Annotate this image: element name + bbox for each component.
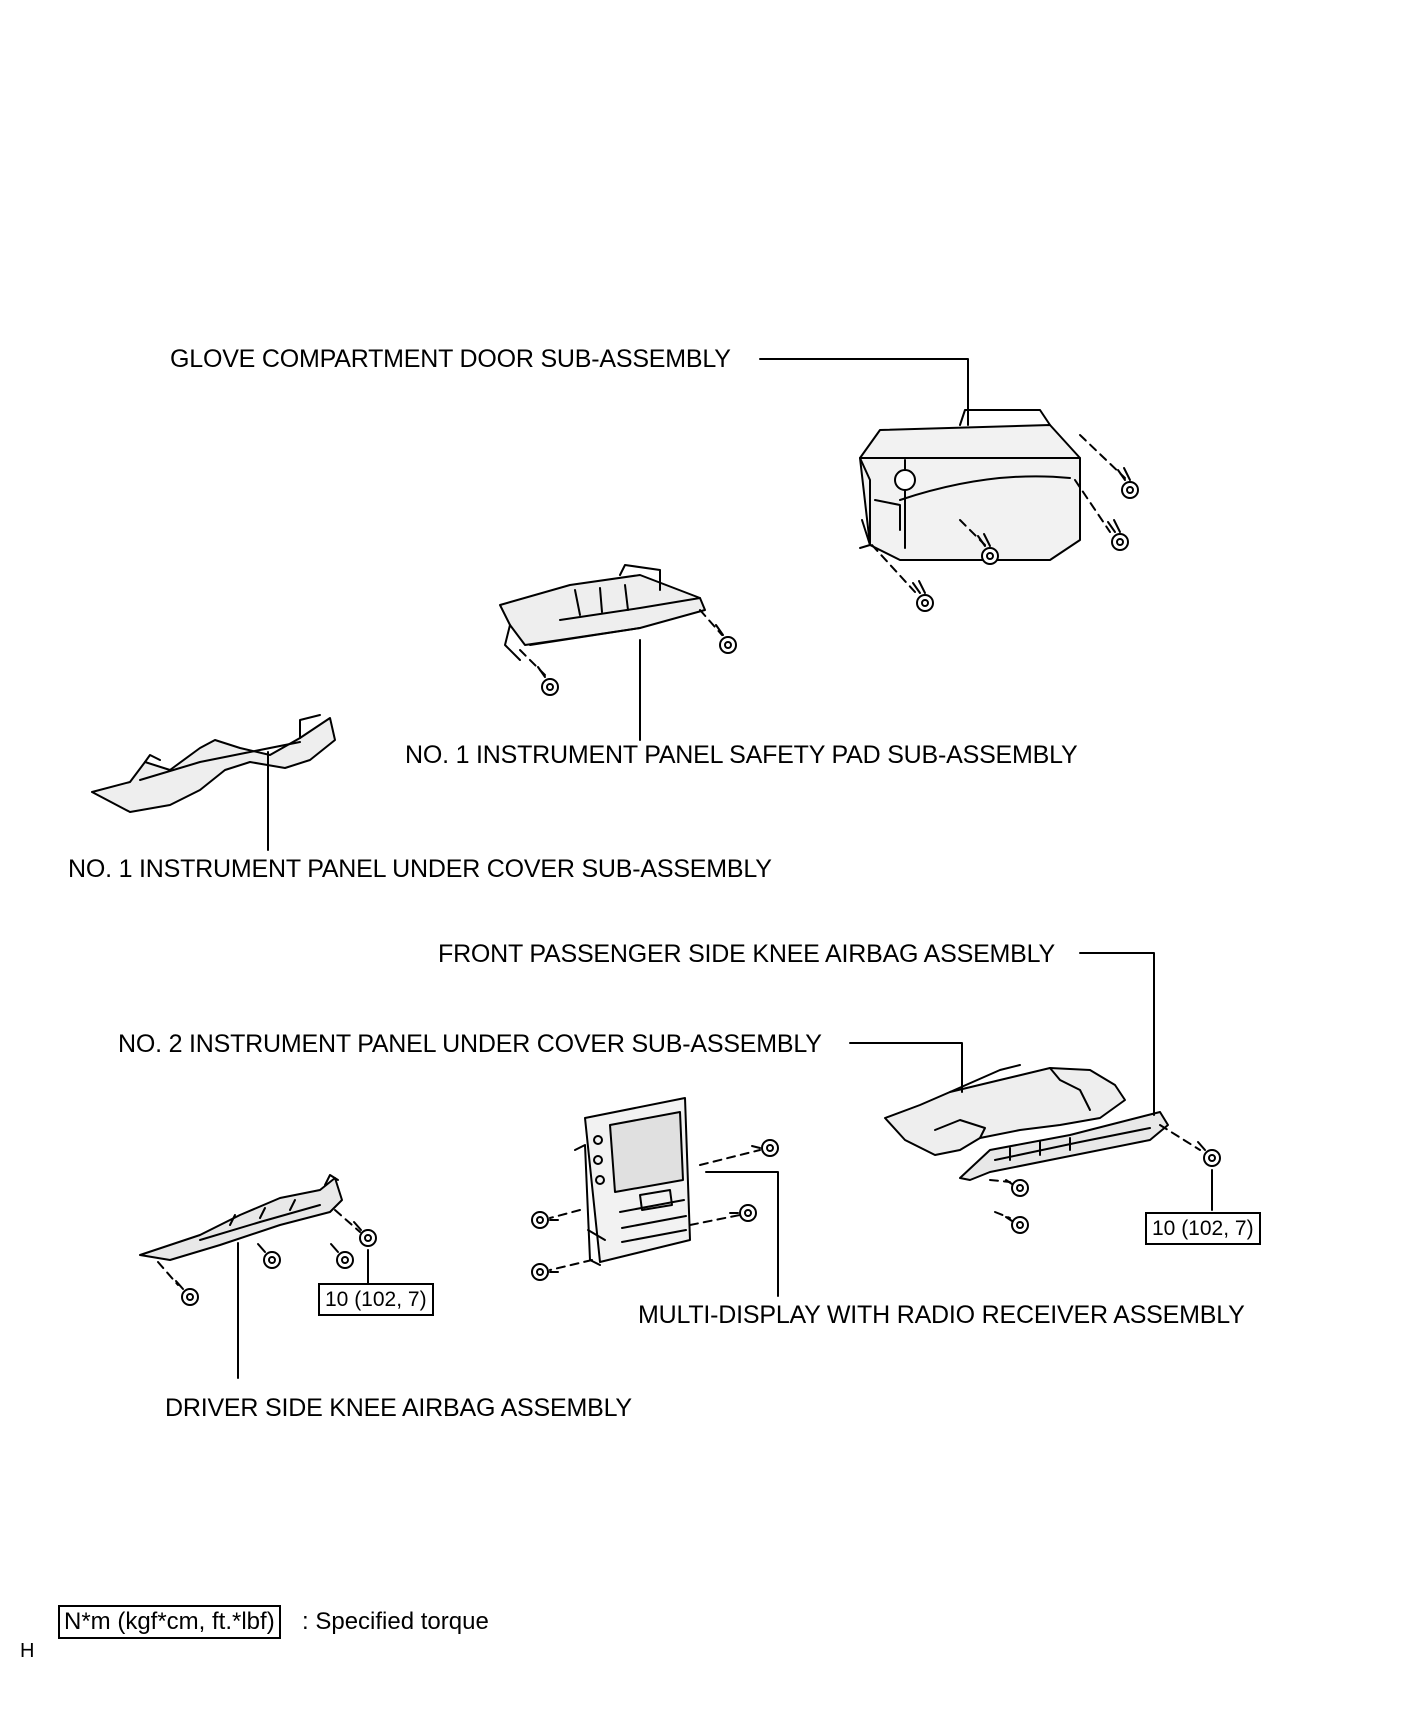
glove-compartment-door-part: [860, 410, 1080, 560]
torque-spec-driver: 10 (102, 7): [318, 1283, 434, 1316]
safety-pad-part: [500, 565, 705, 660]
label-front-passenger-airbag: FRONT PASSENGER SIDE KNEE AIRBAG ASSEMBLY: [438, 940, 1055, 968]
torque-spec-passenger: 10 (102, 7): [1145, 1212, 1261, 1245]
driver-airbag-part: [140, 1175, 342, 1260]
figure-code: H: [20, 1640, 35, 1662]
multi-display-part: [575, 1098, 690, 1265]
legend-description: : Specified torque: [302, 1608, 489, 1635]
label-under-cover-1: NO. 1 INSTRUMENT PANEL UNDER COVER SUB-ASSEMBLY: [68, 855, 772, 883]
label-driver-airbag: DRIVER SIDE KNEE AIRBAG ASSEMBLY: [165, 1394, 632, 1422]
under-cover-1-part: [92, 715, 335, 812]
label-glove-compartment-door: GLOVE COMPARTMENT DOOR SUB-ASSEMBLY: [170, 345, 731, 373]
label-under-cover-2: NO. 2 INSTRUMENT PANEL UNDER COVER SUB-ASSEMBLY: [118, 1030, 822, 1058]
legend-torque-units: N*m (kgf*cm, ft.*lbf): [58, 1605, 281, 1639]
label-multi-display: MULTI-DISPLAY WITH RADIO RECEIVER ASSEMBLY: [638, 1301, 1245, 1329]
label-safety-pad: NO. 1 INSTRUMENT PANEL SAFETY PAD SUB-ASSEMBLY: [405, 741, 1078, 769]
